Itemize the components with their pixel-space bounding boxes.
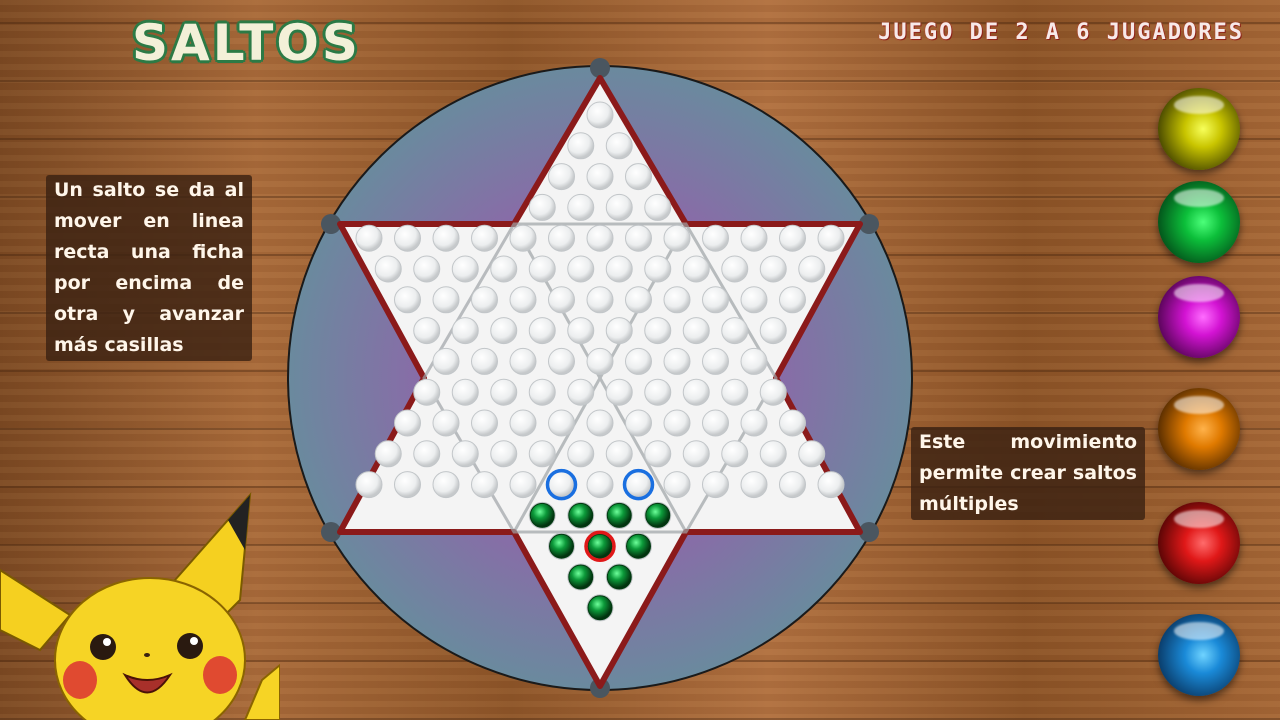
board-hole[interactable]: [491, 379, 517, 405]
board-hole[interactable]: [356, 472, 382, 498]
board-hole[interactable]: [626, 410, 652, 436]
board-hole[interactable]: [645, 318, 671, 344]
board-hole[interactable]: [395, 472, 421, 498]
board-hole[interactable]: [414, 441, 440, 467]
board-hole[interactable]: [645, 379, 671, 405]
board-hole[interactable]: [683, 441, 709, 467]
magenta-marble[interactable]: [1158, 276, 1240, 358]
board-hole[interactable]: [645, 256, 671, 282]
board-hole[interactable]: [703, 287, 729, 313]
board-hole[interactable]: [741, 472, 767, 498]
board-hole[interactable]: [683, 318, 709, 344]
green-piece[interactable]: [646, 503, 670, 527]
board-hole[interactable]: [703, 348, 729, 374]
game-title: SALTOS: [132, 14, 361, 72]
board-hole[interactable]: [606, 256, 632, 282]
board-hole[interactable]: [780, 410, 806, 436]
board-hole[interactable]: [549, 348, 575, 374]
board-hole[interactable]: [510, 348, 536, 374]
board-hole[interactable]: [491, 441, 517, 467]
corner-knob: [590, 58, 610, 78]
board-hole[interactable]: [587, 225, 613, 251]
board-hole[interactable]: [818, 225, 844, 251]
board-hole[interactable]: [587, 348, 613, 374]
multiple-jumps-note: Este movimiento permite crear saltos múltiples: [911, 427, 1145, 520]
board-hole[interactable]: [472, 410, 498, 436]
board-hole[interactable]: [472, 225, 498, 251]
board-hole[interactable]: [452, 441, 478, 467]
board-hole[interactable]: [529, 441, 555, 467]
green-piece[interactable]: [550, 534, 574, 558]
board-hole[interactable]: [741, 348, 767, 374]
green-piece[interactable]: [607, 503, 631, 527]
board-hole[interactable]: [664, 287, 690, 313]
board-hole[interactable]: [472, 348, 498, 374]
board-hole[interactable]: [433, 410, 459, 436]
board-hole[interactable]: [375, 256, 401, 282]
board-hole[interactable]: [664, 472, 690, 498]
board-hole[interactable]: [587, 287, 613, 313]
orange-marble[interactable]: [1158, 388, 1240, 470]
board-hole[interactable]: [741, 225, 767, 251]
board-hole[interactable]: [664, 410, 690, 436]
board-hole[interactable]: [433, 287, 459, 313]
board-hole[interactable]: [549, 225, 575, 251]
board-hole[interactable]: [703, 410, 729, 436]
board-hole[interactable]: [587, 102, 613, 128]
board-hole[interactable]: [433, 472, 459, 498]
board-hole[interactable]: [587, 410, 613, 436]
board-hole[interactable]: [780, 225, 806, 251]
board-hole[interactable]: [664, 225, 690, 251]
board-hole[interactable]: [452, 256, 478, 282]
green-marble[interactable]: [1158, 181, 1240, 263]
blue-marble[interactable]: [1158, 614, 1240, 696]
green-piece[interactable]: [627, 534, 651, 558]
board-hole[interactable]: [587, 472, 613, 498]
board-hole[interactable]: [683, 256, 709, 282]
jump-explanation-note: Un salto se da al mover en linea recta una ficha por encima de otra y avanzar más casillas: [46, 175, 252, 361]
board-hole[interactable]: [452, 379, 478, 405]
board-hole[interactable]: [741, 287, 767, 313]
green-piece[interactable]: [569, 565, 593, 589]
board-hole[interactable]: [414, 256, 440, 282]
green-piece[interactable]: [588, 596, 612, 620]
board-hole[interactable]: [606, 133, 632, 159]
board-hole[interactable]: [395, 410, 421, 436]
board-hole[interactable]: [587, 164, 613, 190]
board-hole[interactable]: [529, 256, 555, 282]
board-hole[interactable]: [722, 379, 748, 405]
board-hole[interactable]: [703, 225, 729, 251]
board-hole[interactable]: [683, 379, 709, 405]
board-hole[interactable]: [395, 287, 421, 313]
green-piece[interactable]: [530, 503, 554, 527]
board-hole[interactable]: [549, 410, 575, 436]
board-hole[interactable]: [568, 256, 594, 282]
board-hole[interactable]: [645, 194, 671, 220]
board-hole[interactable]: [395, 225, 421, 251]
board-hole[interactable]: [510, 287, 536, 313]
board-hole[interactable]: [626, 287, 652, 313]
board-hole[interactable]: [472, 287, 498, 313]
board-hole[interactable]: [703, 472, 729, 498]
yellow-marble[interactable]: [1158, 88, 1240, 170]
board-hole[interactable]: [510, 410, 536, 436]
board-hole[interactable]: [356, 225, 382, 251]
board-hole[interactable]: [491, 256, 517, 282]
board-hole[interactable]: [606, 379, 632, 405]
green-piece[interactable]: [588, 534, 612, 558]
board-hole[interactable]: [510, 472, 536, 498]
board-hole[interactable]: [780, 287, 806, 313]
board-hole[interactable]: [606, 441, 632, 467]
board-hole[interactable]: [626, 225, 652, 251]
board-hole[interactable]: [760, 256, 786, 282]
red-marble[interactable]: [1158, 502, 1240, 584]
board-hole[interactable]: [606, 194, 632, 220]
board-hole[interactable]: [549, 287, 575, 313]
board-hole[interactable]: [529, 318, 555, 344]
board-hole[interactable]: [626, 164, 652, 190]
board-hole[interactable]: [760, 318, 786, 344]
board-hole[interactable]: [433, 225, 459, 251]
board-hole[interactable]: [606, 318, 632, 344]
board-hole[interactable]: [472, 472, 498, 498]
board-hole[interactable]: [568, 133, 594, 159]
board-hole[interactable]: [722, 256, 748, 282]
board-hole[interactable]: [760, 441, 786, 467]
board-hole[interactable]: [452, 318, 478, 344]
board-hole[interactable]: [626, 348, 652, 374]
board-hole[interactable]: [414, 379, 440, 405]
board-hole[interactable]: [741, 410, 767, 436]
board-hole[interactable]: [529, 194, 555, 220]
board-hole[interactable]: [414, 318, 440, 344]
board-hole[interactable]: [799, 256, 825, 282]
board-hole[interactable]: [722, 318, 748, 344]
board-hole[interactable]: [780, 472, 806, 498]
players-subtitle: JUEGO DE 2 A 6 JUGADORES: [878, 20, 1244, 45]
board-hole[interactable]: [568, 379, 594, 405]
board-hole[interactable]: [664, 348, 690, 374]
board-hole[interactable]: [375, 441, 401, 467]
green-piece[interactable]: [607, 565, 631, 589]
board-hole[interactable]: [529, 379, 555, 405]
green-piece[interactable]: [569, 503, 593, 527]
board-hole[interactable]: [510, 225, 536, 251]
board-hole[interactable]: [549, 164, 575, 190]
board-hole[interactable]: [818, 472, 844, 498]
pikachu-mascot: [0, 480, 280, 720]
board-hole[interactable]: [760, 379, 786, 405]
board-hole[interactable]: [568, 441, 594, 467]
board-hole[interactable]: [568, 318, 594, 344]
board-hole[interactable]: [722, 441, 748, 467]
board-hole[interactable]: [568, 194, 594, 220]
board-hole[interactable]: [645, 441, 671, 467]
board-hole[interactable]: [433, 348, 459, 374]
board-hole[interactable]: [799, 441, 825, 467]
board-hole[interactable]: [491, 318, 517, 344]
